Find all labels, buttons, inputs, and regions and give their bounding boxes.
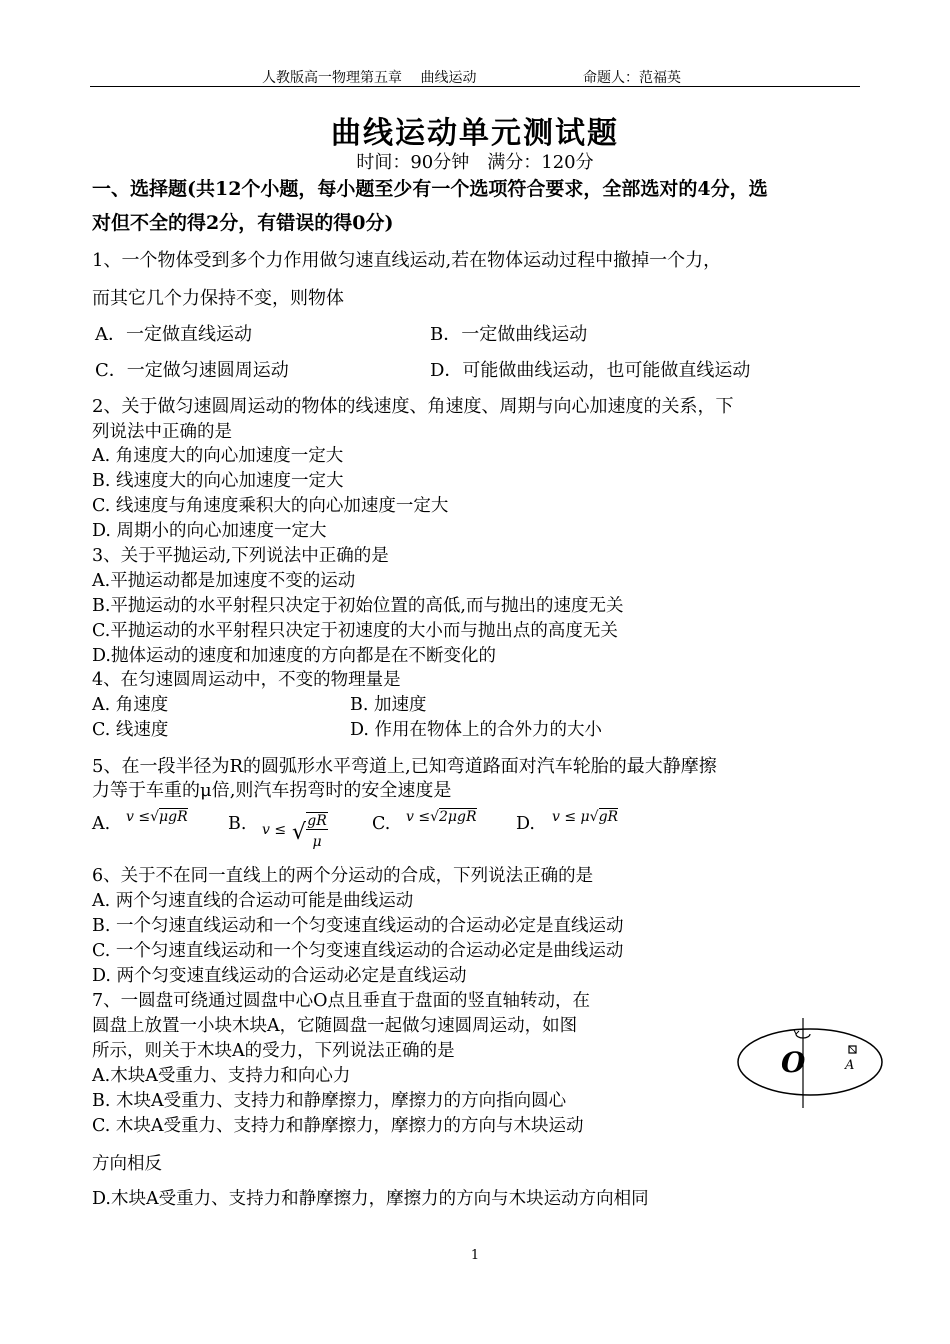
q3-option-d: D.抛体运动的速度和加速度的方向都是在不断变化的 (92, 646, 496, 666)
q4-option-d: D. 作用在物体上的合外力的大小 (350, 720, 603, 740)
q7-stem-line2: 圆盘上放置一小块木块A，它随圆盘一起做匀速圆周运动，如图 (92, 1016, 578, 1036)
q3-option-b: B.平抛运动的水平射程只决定于初始位置的高低,而与抛出的速度无关 (92, 596, 624, 616)
q4-option-b: B. 加速度 (350, 695, 427, 715)
q7-option-c: C. 木块A受重力、支持力和静摩擦力，摩擦力的方向与木块运动 (92, 1116, 584, 1136)
q5-option-c-label: C. (372, 814, 391, 834)
section-heading-line1: 一、选择题(共12个小题，每小题至少有一个选项符合要求，全部选对的4分，选 (92, 178, 768, 200)
q7-option-d: D.木块A受重力、支持力和静摩擦力，摩擦力的方向与木块运动方向相同 (92, 1189, 649, 1209)
q7-option-b: B. 木块A受重力、支持力和静摩擦力，摩擦力的方向指向圆心 (92, 1091, 567, 1111)
q5-option-c-formula: v ≤√2μgR (406, 809, 477, 825)
q4-option-c: C. 线速度 (92, 720, 169, 740)
q3-stem: 3、关于平抛运动,下列说法中正确的是 (92, 546, 389, 566)
disk-figure (735, 1012, 885, 1112)
q1-option-d: D．可能做曲线运动，也可能做直线运动 (430, 360, 751, 381)
center-label-o: O (781, 1046, 806, 1079)
rotation-arrowhead-icon (794, 1030, 799, 1034)
q6-stem: 6、关于不在同一直线上的两个分运动的合成，下列说法正确的是 (92, 866, 594, 886)
block-label-a: A (845, 1058, 855, 1073)
q5-option-d-formula: v ≤ μ√gR (552, 809, 619, 825)
q6-option-c: C. 一个匀速直线运动和一个匀变速直线运动的合运动必定是曲线运动 (92, 941, 624, 961)
header-rule (90, 86, 860, 87)
q4-stem: 4、在匀速圆周运动中，不变的物理量是 (92, 670, 401, 690)
q5-option-a-label: A. (92, 814, 111, 834)
q1-option-b: B．一定做曲线运动 (430, 324, 588, 345)
q6-option-b: B. 一个匀速直线运动和一个匀变速直线运动的合运动必定是直线运动 (92, 916, 624, 936)
q4-option-a: A. 角速度 (92, 695, 169, 715)
q6-option-a: A. 两个匀速直线的合运动可能是曲线运动 (92, 891, 414, 911)
q2-option-b: B. 线速度大的向心加速度一定大 (92, 471, 344, 491)
q5-stem-line1: 5、在一段半径为R的圆弧形水平弯道上,已知弯道路面对汽车轮胎的最大静摩擦 (92, 756, 717, 777)
disk-ellipse (738, 1029, 882, 1095)
q1-option-c: C．一定做匀速圆周运动 (95, 360, 289, 381)
disk-diagram (735, 1012, 885, 1112)
q5-stem-line2: 力等于车重的μ倍,则汽车拐弯时的安全速度是 (92, 780, 452, 801)
q5-option-b-label: B. (228, 814, 247, 834)
header-right: 命题人：范福英 (583, 70, 681, 86)
q1-stem-line2: 而其它几个力保持不变，则物体 (92, 288, 344, 309)
page-title: 曲线运动单元测试题 (331, 116, 619, 151)
header-left: 人教版高一物理第五章 曲线运动 (262, 70, 477, 86)
q7-stem-line1: 7、一圆盘可绕通过圆盘中心O点且垂直于盘面的竖直轴转动，在 (92, 991, 590, 1011)
q7-option-c-continued: 方向相反 (92, 1154, 162, 1174)
q2-option-a: A. 角速度大的向心加速度一定大 (92, 446, 344, 466)
q2-option-c: C. 线速度与角速度乘积大的向心加速度一定大 (92, 496, 449, 516)
section-heading-line2: 对但不全的得2分，有错误的得0分) (92, 212, 394, 234)
q1-stem-line1: 1、一个物体受到多个力作用做匀速直线运动,若在物体运动过程中撤掉一个力， (92, 250, 722, 271)
q2-stem-line1: 2、关于做匀速圆周运动的物体的线速度、角速度、周期与向心加速度的关系，下 (92, 396, 734, 417)
page-subtitle: 时间：90分钟 满分：120分 (356, 152, 594, 173)
q2-option-d: D. 周期小的向心加速度一定大 (92, 521, 327, 541)
q7-stem-line3: 所示，则关于木块A的受力，下列说法正确的是 (92, 1041, 455, 1061)
q7-option-a: A.木块A受重力、支持力和向心力 (92, 1066, 351, 1086)
q5-option-a-formula: v ≤√μgR (126, 809, 188, 825)
q3-option-c: C.平抛运动的水平射程只决定于初速度的大小而与抛出点的高度无关 (92, 621, 618, 641)
q3-option-a: A.平抛运动都是加速度不变的运动 (92, 571, 356, 591)
q1-option-a: A．一定做直线运动 (95, 324, 252, 345)
page-number: 1 (470, 1248, 480, 1263)
q5-option-d-label: D. (516, 814, 535, 834)
q6-option-d: D. 两个匀变速直线运动的合运动必定是直线运动 (92, 966, 467, 986)
q2-stem-line2: 列说法中正确的是 (92, 422, 232, 442)
